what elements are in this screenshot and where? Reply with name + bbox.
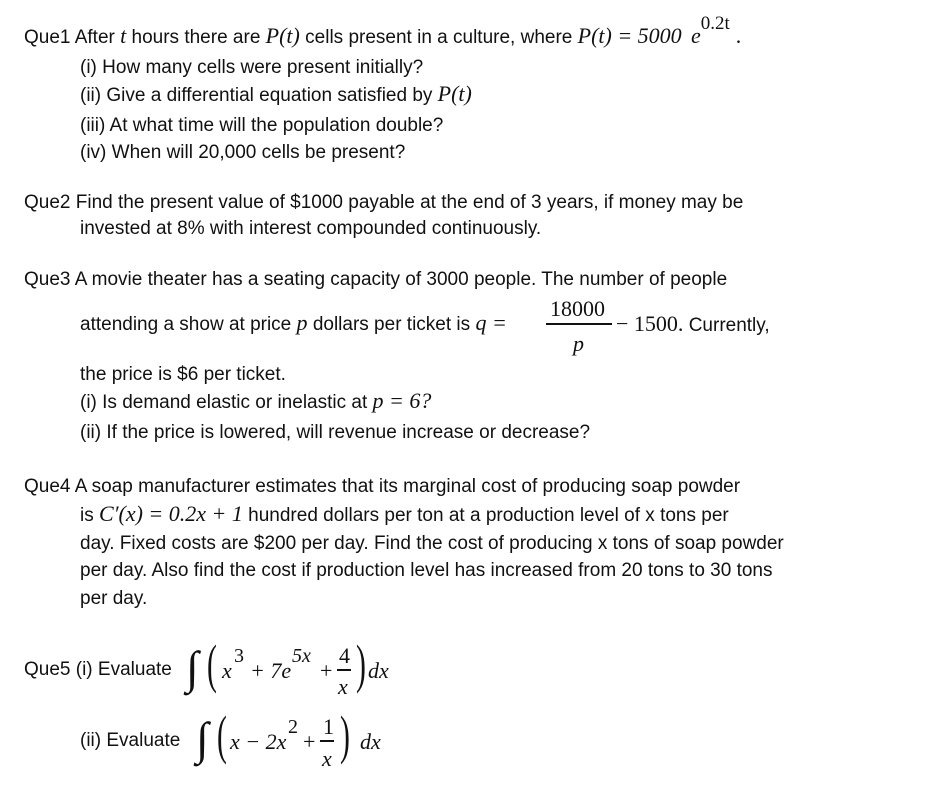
q2-line1: Que2 Find the present value of $1000 payable at the end of 3 years, if money may be xyxy=(24,192,744,213)
q1-ii-text: (ii) Give a differential equation satisfied by xyxy=(80,85,433,106)
q1-iv: (iv) When will 20,000 cells be present? xyxy=(80,142,406,163)
q3-numerator: 18000 xyxy=(550,296,605,321)
q5-int2-plus: + xyxy=(303,729,316,754)
q3-currently: Currently, xyxy=(688,315,770,336)
q1-prefix: Que1 After xyxy=(24,27,115,48)
q3-attending-a: attending a show at price xyxy=(80,314,292,335)
q3-denominator: p xyxy=(573,331,584,356)
q3-attending xyxy=(80,311,507,337)
q4-line4: per day. Also find the cost if production level has increased from 20 tons to 30 tons xyxy=(80,560,773,581)
q1-e: e xyxy=(690,23,701,48)
q5-int2-dx: dx xyxy=(360,729,381,754)
q5-open-paren-1: ( xyxy=(207,634,217,694)
q5-integral-sign-1: ∫ xyxy=(186,642,199,693)
q5-label: Que5 (i) Evaluate xyxy=(24,659,172,680)
q3-minus-wrap xyxy=(616,311,770,337)
q1-line1 xyxy=(24,13,742,50)
q3-i xyxy=(80,389,431,415)
q4-line5: per day. xyxy=(80,588,148,609)
q1-Pt: P(t) xyxy=(265,23,300,48)
q1-t: t xyxy=(120,23,127,48)
q1-ii xyxy=(80,82,472,108)
q1-ii-math: P(t) xyxy=(437,81,472,106)
q5-int1-plus7e: + 7e xyxy=(250,658,292,683)
q4-line2 xyxy=(80,502,729,528)
q5-int2-frac-bar xyxy=(320,740,334,742)
q1-iii: (iii) At what time will the population double? xyxy=(80,115,444,136)
q4-line3: day. Fixed costs are $200 per day. Find the cost of producing x tons of soap powder xyxy=(80,533,784,554)
q5-close-paren-2: ) xyxy=(340,705,350,765)
q4-cprime: C′(x) = 0.2x + 1 xyxy=(99,501,243,526)
q3-line1: Que3 A movie theater has a seating capacity of 3000 people. The number of people xyxy=(24,269,728,290)
q1-exp: 0.2t xyxy=(700,13,730,34)
q5-int1-num: 4 xyxy=(339,643,350,668)
q3-i-text: (i) Is demand elastic or inelastic at xyxy=(80,392,368,413)
q3-ii: (ii) If the price is lowered, will revenue increase or decrease? xyxy=(80,422,591,443)
q5-label2: (ii) Evaluate xyxy=(80,730,181,751)
q5-int2-xminus: x − 2x xyxy=(230,729,287,754)
q5-int1-x: x xyxy=(222,658,232,683)
q5-int1-frac-bar xyxy=(337,669,351,671)
q5-integral-sign-2: ∫ xyxy=(196,713,209,764)
q3-fraction-bar xyxy=(546,323,612,325)
q3-p: p xyxy=(296,310,308,335)
q4-line2-rest: hundred dollars per ton at a production level of x tons per xyxy=(248,505,729,526)
q3-attending-b: dollars per ticket is xyxy=(312,314,471,335)
q3-q-eq: q = xyxy=(475,310,507,335)
q5-int2-x-exp: 2 xyxy=(288,716,298,738)
q4-line1: Que4 A soap manufacturer estimates that its marginal cost of producing soap powder xyxy=(24,476,741,497)
q5-int2-num: 1 xyxy=(323,714,334,739)
q1-formula: P(t) = 5000 xyxy=(577,23,682,48)
q3-i-math: p = 6? xyxy=(372,388,432,413)
q5-int1-e-exp: 5x xyxy=(292,645,311,667)
q1-mid2: cells present in a culture, where xyxy=(305,27,573,48)
q5-open-paren-2: ( xyxy=(217,705,227,765)
q3-minus: − 1500. xyxy=(616,311,684,336)
q1-period: . xyxy=(735,23,742,48)
q2-line2: invested at 8% with interest compounded continuously. xyxy=(80,218,542,239)
q5-int1-dx: dx xyxy=(368,658,389,683)
q5-int1-plus: + xyxy=(320,658,333,683)
q5-int1-x-exp: 3 xyxy=(234,645,244,667)
q5-int1-den: x xyxy=(338,674,348,699)
q5-close-paren-1: ) xyxy=(356,634,366,694)
q5-int2-den: x xyxy=(322,746,332,771)
q1-i: (i) How many cells were present initially? xyxy=(80,57,424,78)
q1-mid: hours there are xyxy=(131,27,261,48)
q4-is: is xyxy=(80,505,94,526)
q3-price: the price is $6 per ticket. xyxy=(80,364,286,385)
